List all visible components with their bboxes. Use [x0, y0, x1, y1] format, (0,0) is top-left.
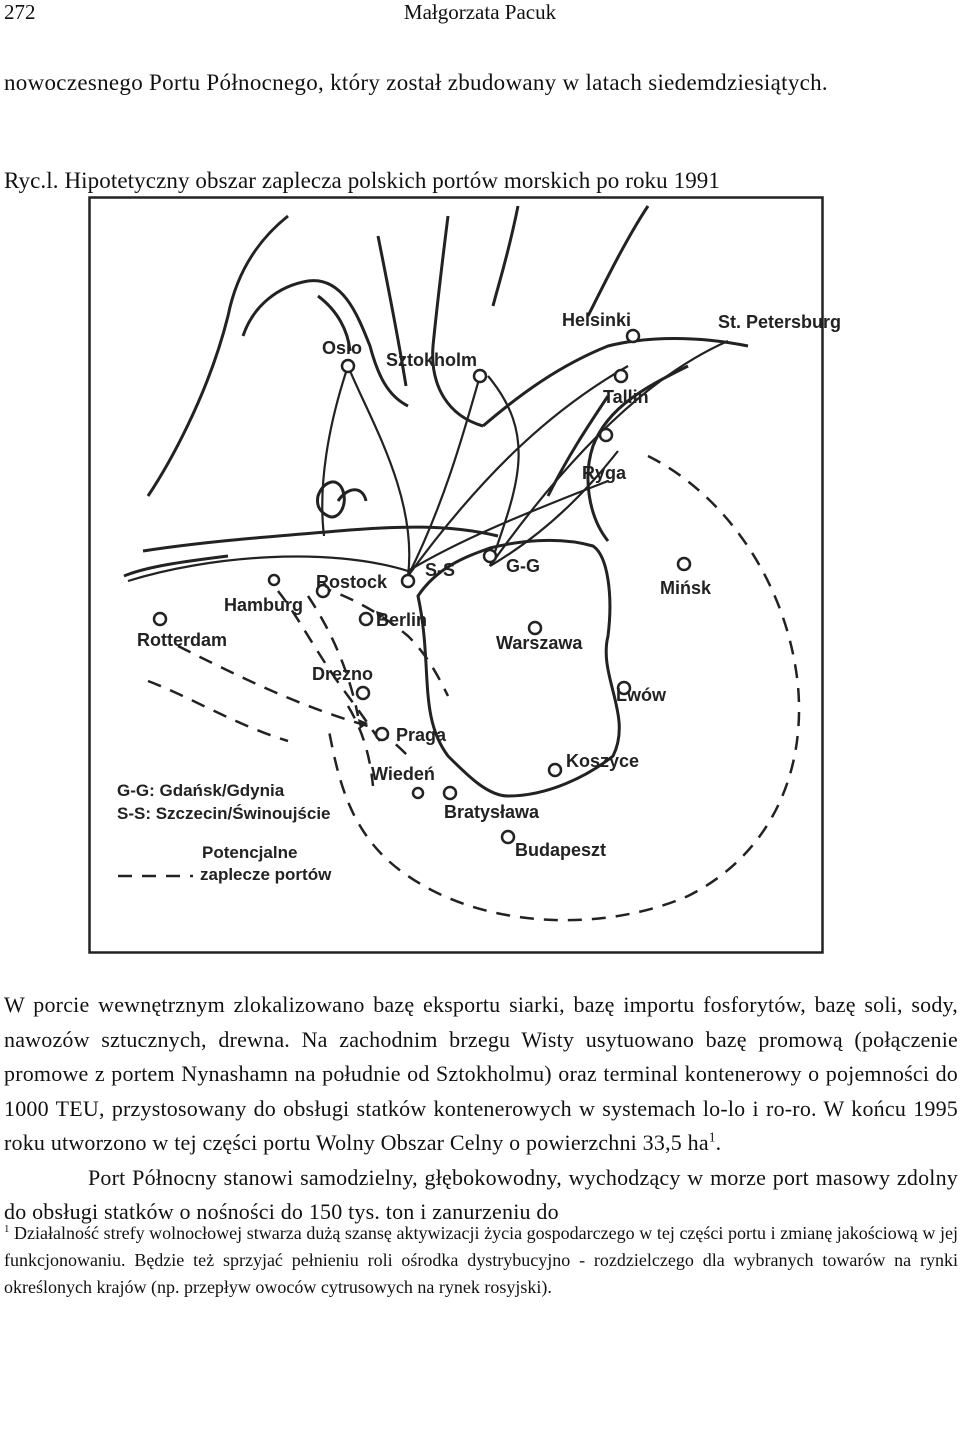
label-warszawa: Warszawa	[496, 633, 583, 653]
map-figure	[88, 196, 842, 954]
shipping-routes	[128, 341, 728, 581]
label-ss: S-S	[425, 560, 456, 580]
label-budapeszt: Budapeszt	[515, 840, 607, 860]
figure-caption: Ryc.l. Hipotetyczny obszar zaplecza polskich portów morskich po roku 1991	[4, 168, 720, 193]
label-st-petersburg: St. Petersburg	[718, 312, 842, 332]
label-praga: Praga	[396, 725, 447, 745]
footnote-ref: 1	[708, 1129, 716, 1145]
label-helsinki: Helsinki	[562, 310, 632, 330]
label-sztokholm: Sztokholm	[386, 350, 478, 370]
intro-text: nowoczesnego Portu Północnego, który został zbudowany w latach siedemdziesiątych.	[4, 70, 828, 95]
label-oslo: Oslo	[322, 338, 363, 358]
label-ryga: Ryga	[582, 463, 627, 483]
body-text	[4, 988, 958, 1230]
label-wieden: Wiedeń	[371, 764, 435, 784]
coastlines	[124, 206, 748, 576]
footnote-text: Działalność strefy wolnocłowej stwarza dużą szansę aktywizacji życia gospodarczego w tej części portu i zmianę jakościową w jej funkcjonowaniu. Będzie też sprzyjać pełnieniu roli ośrodka dystrybucyjno - rozdzielczego dla wybranych towarów na rynki określonych krajów (np. przepływ owoców cytrusowych na rynek rosyjski).	[4, 1223, 958, 1297]
legend-potential-2: zaplecze portów	[200, 865, 332, 884]
page-number: 272	[4, 0, 36, 24]
label-koszyce: Koszyce	[566, 751, 640, 771]
label-tallin: Tallin	[603, 387, 649, 407]
label-rotterdam: Rotterdam	[137, 630, 228, 650]
label-gg: G-G	[506, 556, 540, 576]
label-hamburg: Hamburg	[224, 595, 304, 615]
label-berlin: Berlin	[376, 610, 428, 630]
label-lwow: Lwów	[616, 685, 666, 705]
legend-potential-1: Potencjalne	[202, 843, 298, 862]
footnote	[4, 1220, 958, 1301]
footnote-mark: 1	[4, 1223, 10, 1235]
map-frame	[90, 198, 823, 953]
label-minsk: Mińsk	[660, 578, 712, 598]
legend-ss: S-S: Szczecin/Świnoujście	[117, 804, 331, 823]
label-rostock: Rostock	[316, 572, 388, 592]
paragraph-1: W porcie wewnętrznym zlokalizowano bazę eksportu siarki, bazę importu fosforytów, bazę soli, sody, nawozów sztucznych, drewna. Na zachodnim brzegu Wisty usytuowano bazę promową (połączenie promowe z portem Nynashamn na południe od Sztokholmu) oraz terminal kontenerowy o pojemności do 1000 TEU, przystosowany do obsługi statków kontenerowych w systemach lo-lo i ro-ro. W końcu 1995 roku utworzono w tej części portu Wolny Obszar Celny o powierzchni 33,5 $ha^1$.	[4, 992, 958, 1155]
label-bratyslawa: Bratysława	[444, 802, 540, 822]
map-svg	[88, 196, 842, 954]
paragraph-2: Port Północny stanowi samodzielny, głębokowodny, wychodzący w morze port masowy zdolny do obsługi statków o nośności do 150 tys. ton i zanurzeniu do	[4, 1164, 958, 1224]
running-header-author: Małgorzata Pacuk	[403, 0, 557, 24]
label-drezno: Drezno	[312, 664, 374, 684]
legend-gg: G-G: Gdańsk/Gdynia	[117, 781, 285, 800]
